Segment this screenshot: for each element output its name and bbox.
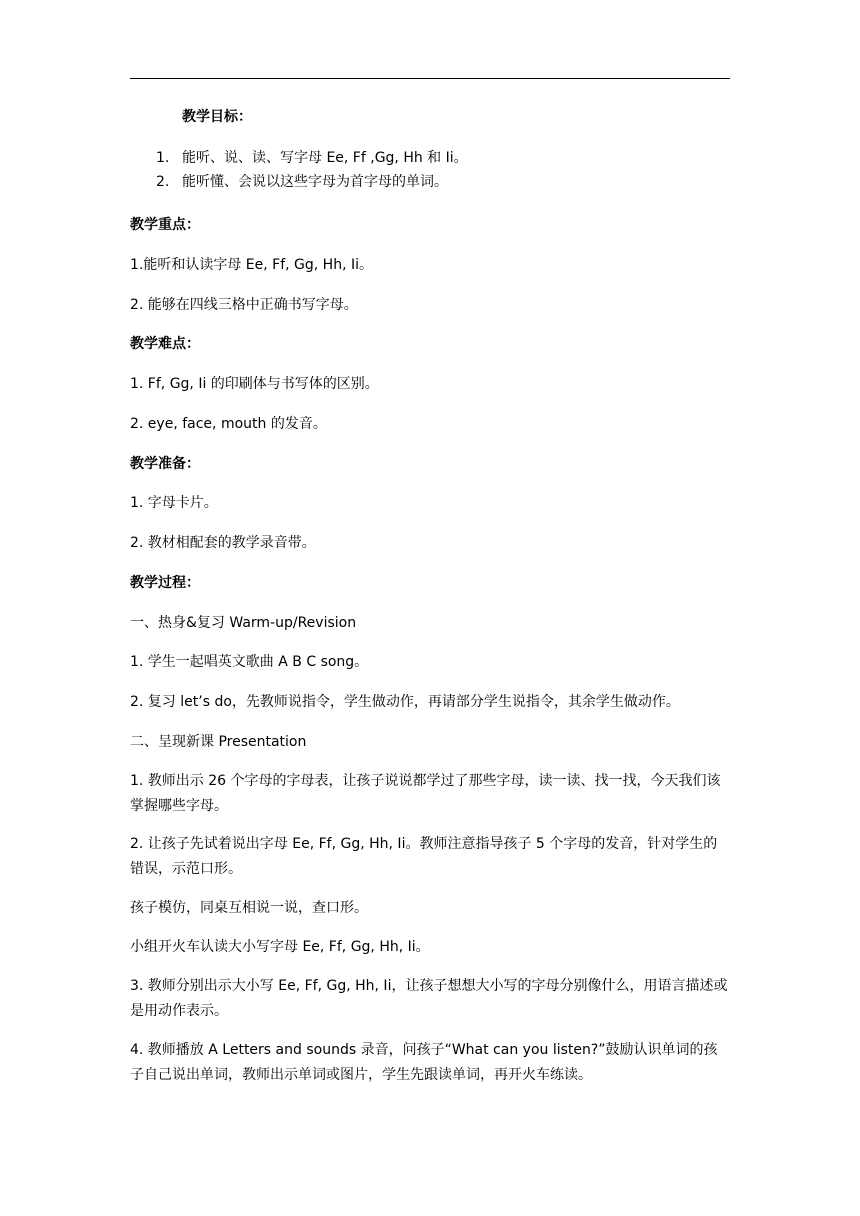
header-rule (130, 78, 730, 79)
presentation-item-5: 3. 教师分别出示大小写 Ee, Ff, Gg, Hh, Ii，让孩子想想大小写的字母分别像什么，用语言描述或是用动作表示。 (130, 978, 728, 1019)
key-point-2: 2. 能够在四线三格中正确书写字母。 (130, 297, 358, 313)
presentation-item-3: 孩子模仿，同桌互相说一说，查口形。 (130, 900, 368, 916)
process-heading: 教学过程： (130, 575, 200, 591)
key-point-1: 1.能听和认读字母 Ee, Ff, Gg, Hh, Ii。 (130, 257, 374, 273)
warmup-item-1: 1. 学生一起唱英文歌曲 A B C song。 (130, 654, 369, 670)
presentation-item-2: 2. 让孩子先试着说出字母 Ee, Ff, Gg, Hh, Ii。教师注意指导孩子 5 个字母的发音，针对学生的错误，示范口形。 (130, 836, 718, 877)
preparation-2: 2. 教材相配套的教学录音带。 (130, 535, 316, 551)
preparation-1: 1. 字母卡片。 (130, 495, 218, 511)
objective-item-1: 能听、说、读、写字母 Ee, Ff ,Gg, Hh 和 Ii。 (182, 150, 468, 166)
objective-item-2: 能听懂、会说以这些字母为首字母的单词。 (182, 174, 448, 190)
objective-num-1: 1. (156, 150, 170, 166)
warmup-title: 一、热身&复习 Warm-up/Revision (130, 615, 357, 631)
presentation-item-4: 小组开火车认读大小写字母 Ee, Ff, Gg, Hh, Ii。 (130, 939, 430, 955)
warmup-item-2: 2. 复习 let’s do，先教师说指令，学生做动作，再请部分学生说指令，其余学生做动作。 (130, 694, 680, 710)
objectives-heading: 教学目标： (182, 109, 252, 125)
difficulty-2: 2. eye, face, mouth 的发音。 (130, 416, 327, 432)
difficulties-heading: 教学难点： (130, 336, 200, 352)
key-points-heading: 教学重点： (130, 217, 200, 233)
difficulty-1: 1. Ff, Gg, Ii 的印刷体与书写体的区别。 (130, 376, 379, 392)
preparation-heading: 教学准备： (130, 456, 200, 472)
presentation-item-6: 4. 教师播放 A Letters and sounds 录音，问孩子“What can you listen?”鼓励认识单词的孩子自己说出单词，教师出示单词或图片，学生先跟读单词，再开火车练读。 (130, 1042, 718, 1083)
presentation-title: 二、呈现新课 Presentation (130, 734, 307, 750)
objective-num-2: 2. (156, 174, 170, 190)
presentation-item-1: 1. 教师出示 26 个字母的字母表，让孩子说说都学过了那些字母，读一读、找一找，今天我们该掌握哪些字母。 (130, 773, 721, 814)
